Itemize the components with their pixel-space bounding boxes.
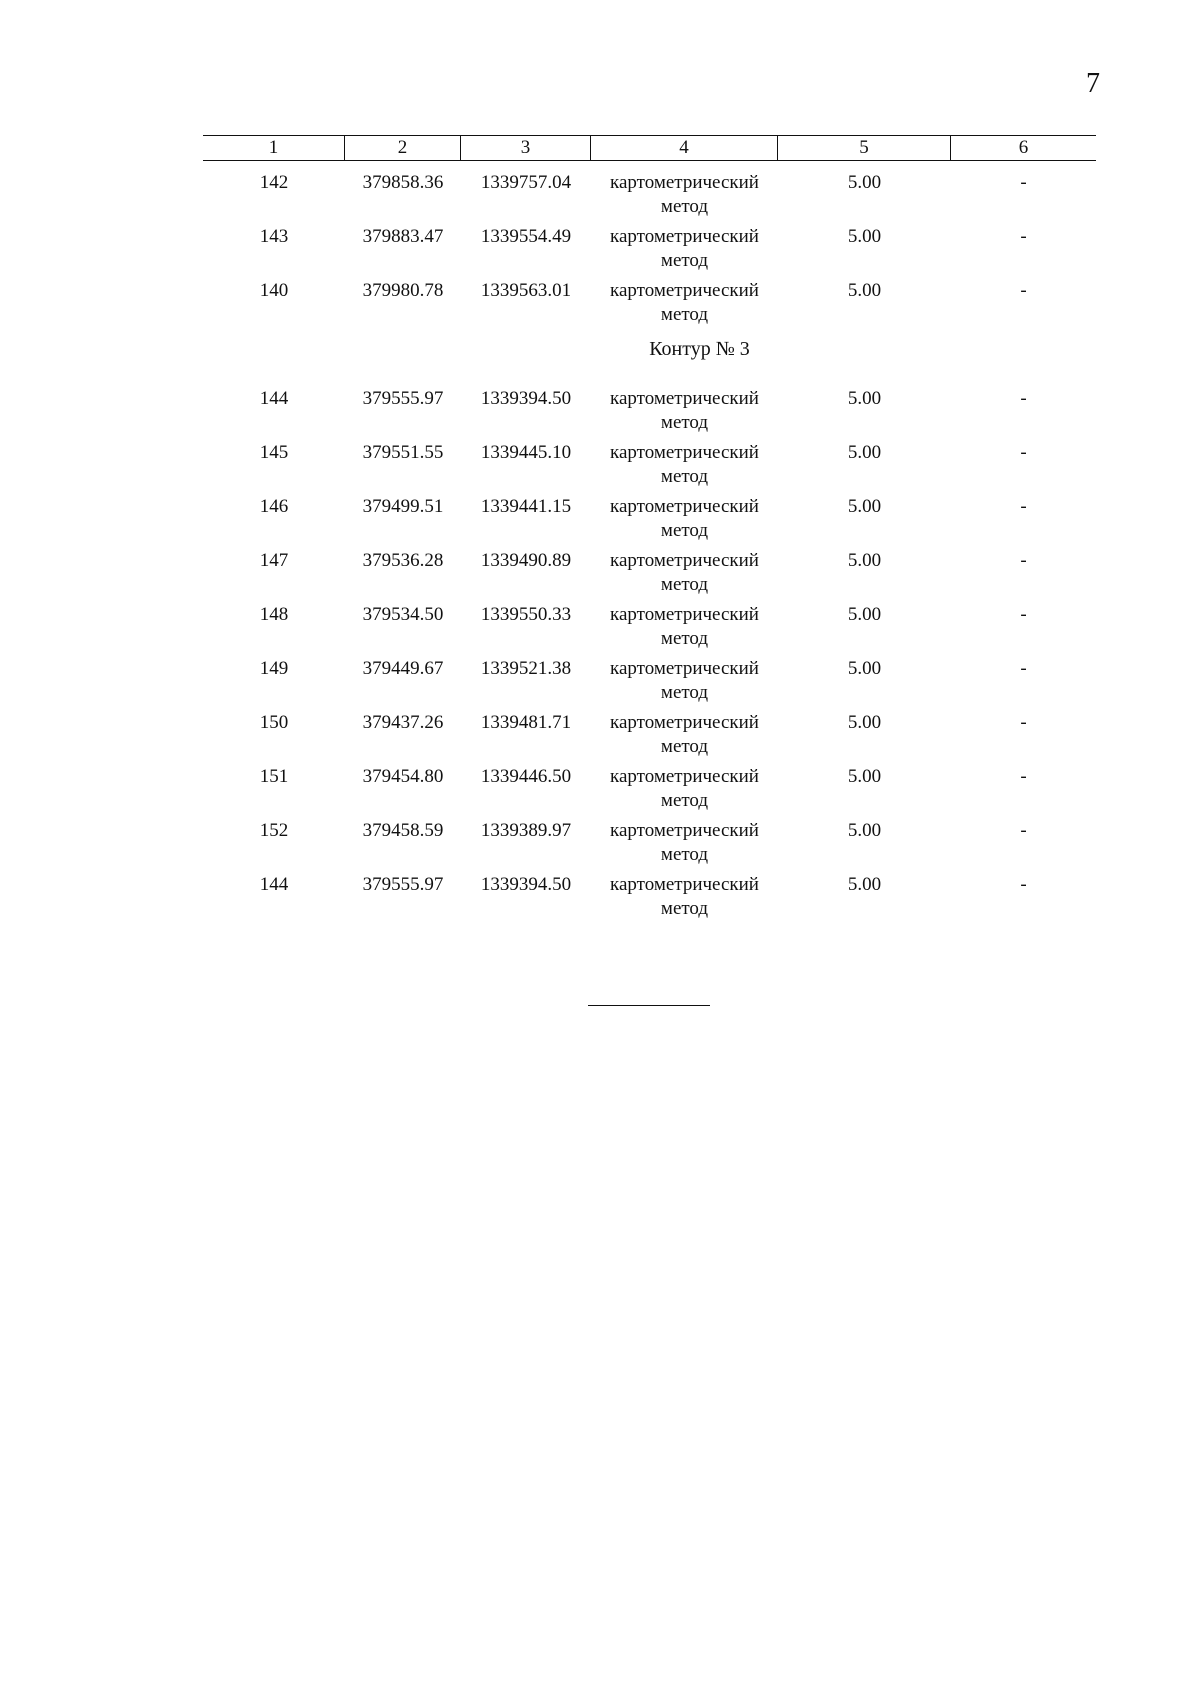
note-cell: -: [1020, 442, 1027, 463]
end-of-table-rule: [588, 1005, 710, 1006]
column-header-1: 1: [203, 136, 345, 160]
note-cell: -: [1020, 280, 1027, 301]
method-line: метод: [660, 412, 709, 433]
x-coordinate-cell: 379980.78: [362, 280, 444, 301]
section-title: Контур № 3: [649, 338, 750, 360]
table-row: [203, 657, 1096, 711]
table-body-section-3: [203, 387, 1096, 927]
note-cell: -: [1020, 226, 1027, 247]
table-row: [203, 873, 1096, 927]
y-coordinate-cell: 1339389.97: [480, 820, 572, 841]
note-cell: -: [1020, 172, 1027, 193]
method-line: картометрический: [610, 820, 759, 841]
method-line: метод: [660, 898, 709, 919]
method-line: картометрический: [610, 496, 759, 517]
table-body-before-section: [203, 171, 1096, 333]
method-line: метод: [660, 682, 709, 703]
method-cell: [591, 441, 778, 495]
y-coordinate-cell: 1339490.89: [480, 550, 572, 571]
method-cell: [591, 279, 778, 333]
point-number-cell: 149: [259, 658, 289, 679]
point-number-cell: 140: [259, 280, 289, 301]
method-line: метод: [660, 628, 709, 649]
table-header-row: [203, 135, 1096, 161]
x-coordinate-cell: 379499.51: [362, 496, 444, 517]
x-coordinate-cell: 379858.36: [362, 172, 444, 193]
method-line: метод: [660, 844, 709, 865]
point-number-cell: 143: [259, 226, 289, 247]
x-coordinate-cell: 379449.67: [362, 658, 444, 679]
accuracy-cell: 5.00: [847, 442, 882, 463]
method-line: картометрический: [610, 172, 759, 193]
page-number: 7: [1086, 68, 1100, 99]
y-coordinate-cell: 1339394.50: [480, 874, 572, 895]
point-number-cell: 148: [259, 604, 289, 625]
table-row: [203, 765, 1096, 819]
coordinates-table: [203, 135, 1096, 927]
method-line: картометрический: [610, 550, 759, 571]
y-coordinate-cell: 1339446.50: [480, 766, 572, 787]
x-coordinate-cell: 379536.28: [362, 550, 444, 571]
point-number-cell: 142: [259, 172, 289, 193]
method-cell: [591, 225, 778, 279]
method-cell: [591, 873, 778, 927]
point-number-cell: 144: [259, 388, 289, 409]
method-line: картометрический: [610, 766, 759, 787]
column-header-2: 2: [345, 136, 461, 160]
y-coordinate-cell: 1339550.33: [480, 604, 572, 625]
method-cell: [591, 819, 778, 873]
note-cell: -: [1020, 766, 1027, 787]
y-coordinate-cell: 1339481.71: [480, 712, 572, 733]
method-line: метод: [660, 304, 709, 325]
table-row: [203, 711, 1096, 765]
note-cell: -: [1020, 550, 1027, 571]
table-row: [203, 819, 1096, 873]
accuracy-cell: 5.00: [847, 226, 882, 247]
note-cell: -: [1020, 496, 1027, 517]
point-number-cell: 151: [259, 766, 289, 787]
method-line: картометрический: [610, 442, 759, 463]
accuracy-cell: 5.00: [847, 820, 882, 841]
accuracy-cell: 5.00: [847, 280, 882, 301]
method-line: метод: [660, 520, 709, 541]
point-number-cell: 152: [259, 820, 289, 841]
method-line: метод: [660, 736, 709, 757]
x-coordinate-cell: 379555.97: [362, 388, 444, 409]
x-coordinate-cell: 379555.97: [362, 874, 444, 895]
point-number-cell: 147: [259, 550, 289, 571]
x-coordinate-cell: 379551.55: [362, 442, 444, 463]
accuracy-cell: 5.00: [847, 712, 882, 733]
y-coordinate-cell: 1339554.49: [480, 226, 572, 247]
method-cell: [591, 171, 778, 225]
accuracy-cell: 5.00: [847, 388, 882, 409]
method-cell: [591, 765, 778, 819]
column-header-3: 3: [461, 136, 591, 160]
column-header-6: 6: [1018, 137, 1029, 158]
accuracy-cell: 5.00: [847, 766, 882, 787]
method-line: метод: [660, 196, 709, 217]
y-coordinate-cell: 1339563.01: [480, 280, 572, 301]
method-line: картометрический: [610, 712, 759, 733]
method-cell: [591, 711, 778, 765]
y-coordinate-cell: 1339441.15: [480, 496, 572, 517]
x-coordinate-cell: 379883.47: [362, 226, 444, 247]
y-coordinate-cell: 1339521.38: [480, 658, 572, 679]
note-cell: -: [1020, 388, 1027, 409]
accuracy-cell: 5.00: [847, 604, 882, 625]
note-cell: -: [1020, 874, 1027, 895]
method-cell: [591, 603, 778, 657]
accuracy-cell: 5.00: [847, 172, 882, 193]
x-coordinate-cell: 379454.80: [362, 766, 444, 787]
method-line: метод: [660, 466, 709, 487]
point-number-cell: 144: [259, 874, 289, 895]
point-number-cell: 146: [259, 496, 289, 517]
column-header-5: 5: [778, 136, 951, 160]
method-line: картометрический: [610, 874, 759, 895]
accuracy-cell: 5.00: [847, 658, 882, 679]
x-coordinate-cell: 379534.50: [362, 604, 444, 625]
point-number-cell: 145: [259, 442, 289, 463]
accuracy-cell: 5.00: [847, 874, 882, 895]
accuracy-cell: 5.00: [847, 496, 882, 517]
y-coordinate-cell: 1339394.50: [480, 388, 572, 409]
table-row: [203, 225, 1096, 279]
method-line: картометрический: [610, 658, 759, 679]
method-line: картометрический: [610, 226, 759, 247]
method-line: картометрический: [610, 604, 759, 625]
table-row: [203, 279, 1096, 333]
y-coordinate-cell: 1339445.10: [480, 442, 572, 463]
table-row: [203, 603, 1096, 657]
note-cell: -: [1020, 604, 1027, 625]
note-cell: -: [1020, 658, 1027, 679]
table-row: [203, 441, 1096, 495]
accuracy-cell: 5.00: [847, 550, 882, 571]
column-header-4: 4: [591, 136, 778, 160]
method-cell: [591, 657, 778, 711]
method-cell: [591, 549, 778, 603]
method-line: метод: [660, 790, 709, 811]
table-row: [203, 171, 1096, 225]
x-coordinate-cell: 379437.26: [362, 712, 444, 733]
table-row: [203, 549, 1096, 603]
note-cell: -: [1020, 712, 1027, 733]
method-line: метод: [660, 574, 709, 595]
method-line: картометрический: [610, 388, 759, 409]
table-row: [203, 495, 1096, 549]
note-cell: -: [1020, 820, 1027, 841]
method-cell: [591, 387, 778, 441]
method-line: метод: [660, 250, 709, 271]
table-row: [203, 387, 1096, 441]
y-coordinate-cell: 1339757.04: [480, 172, 572, 193]
method-line: картометрический: [610, 280, 759, 301]
point-number-cell: 150: [259, 712, 289, 733]
method-cell: [591, 495, 778, 549]
x-coordinate-cell: 379458.59: [362, 820, 444, 841]
